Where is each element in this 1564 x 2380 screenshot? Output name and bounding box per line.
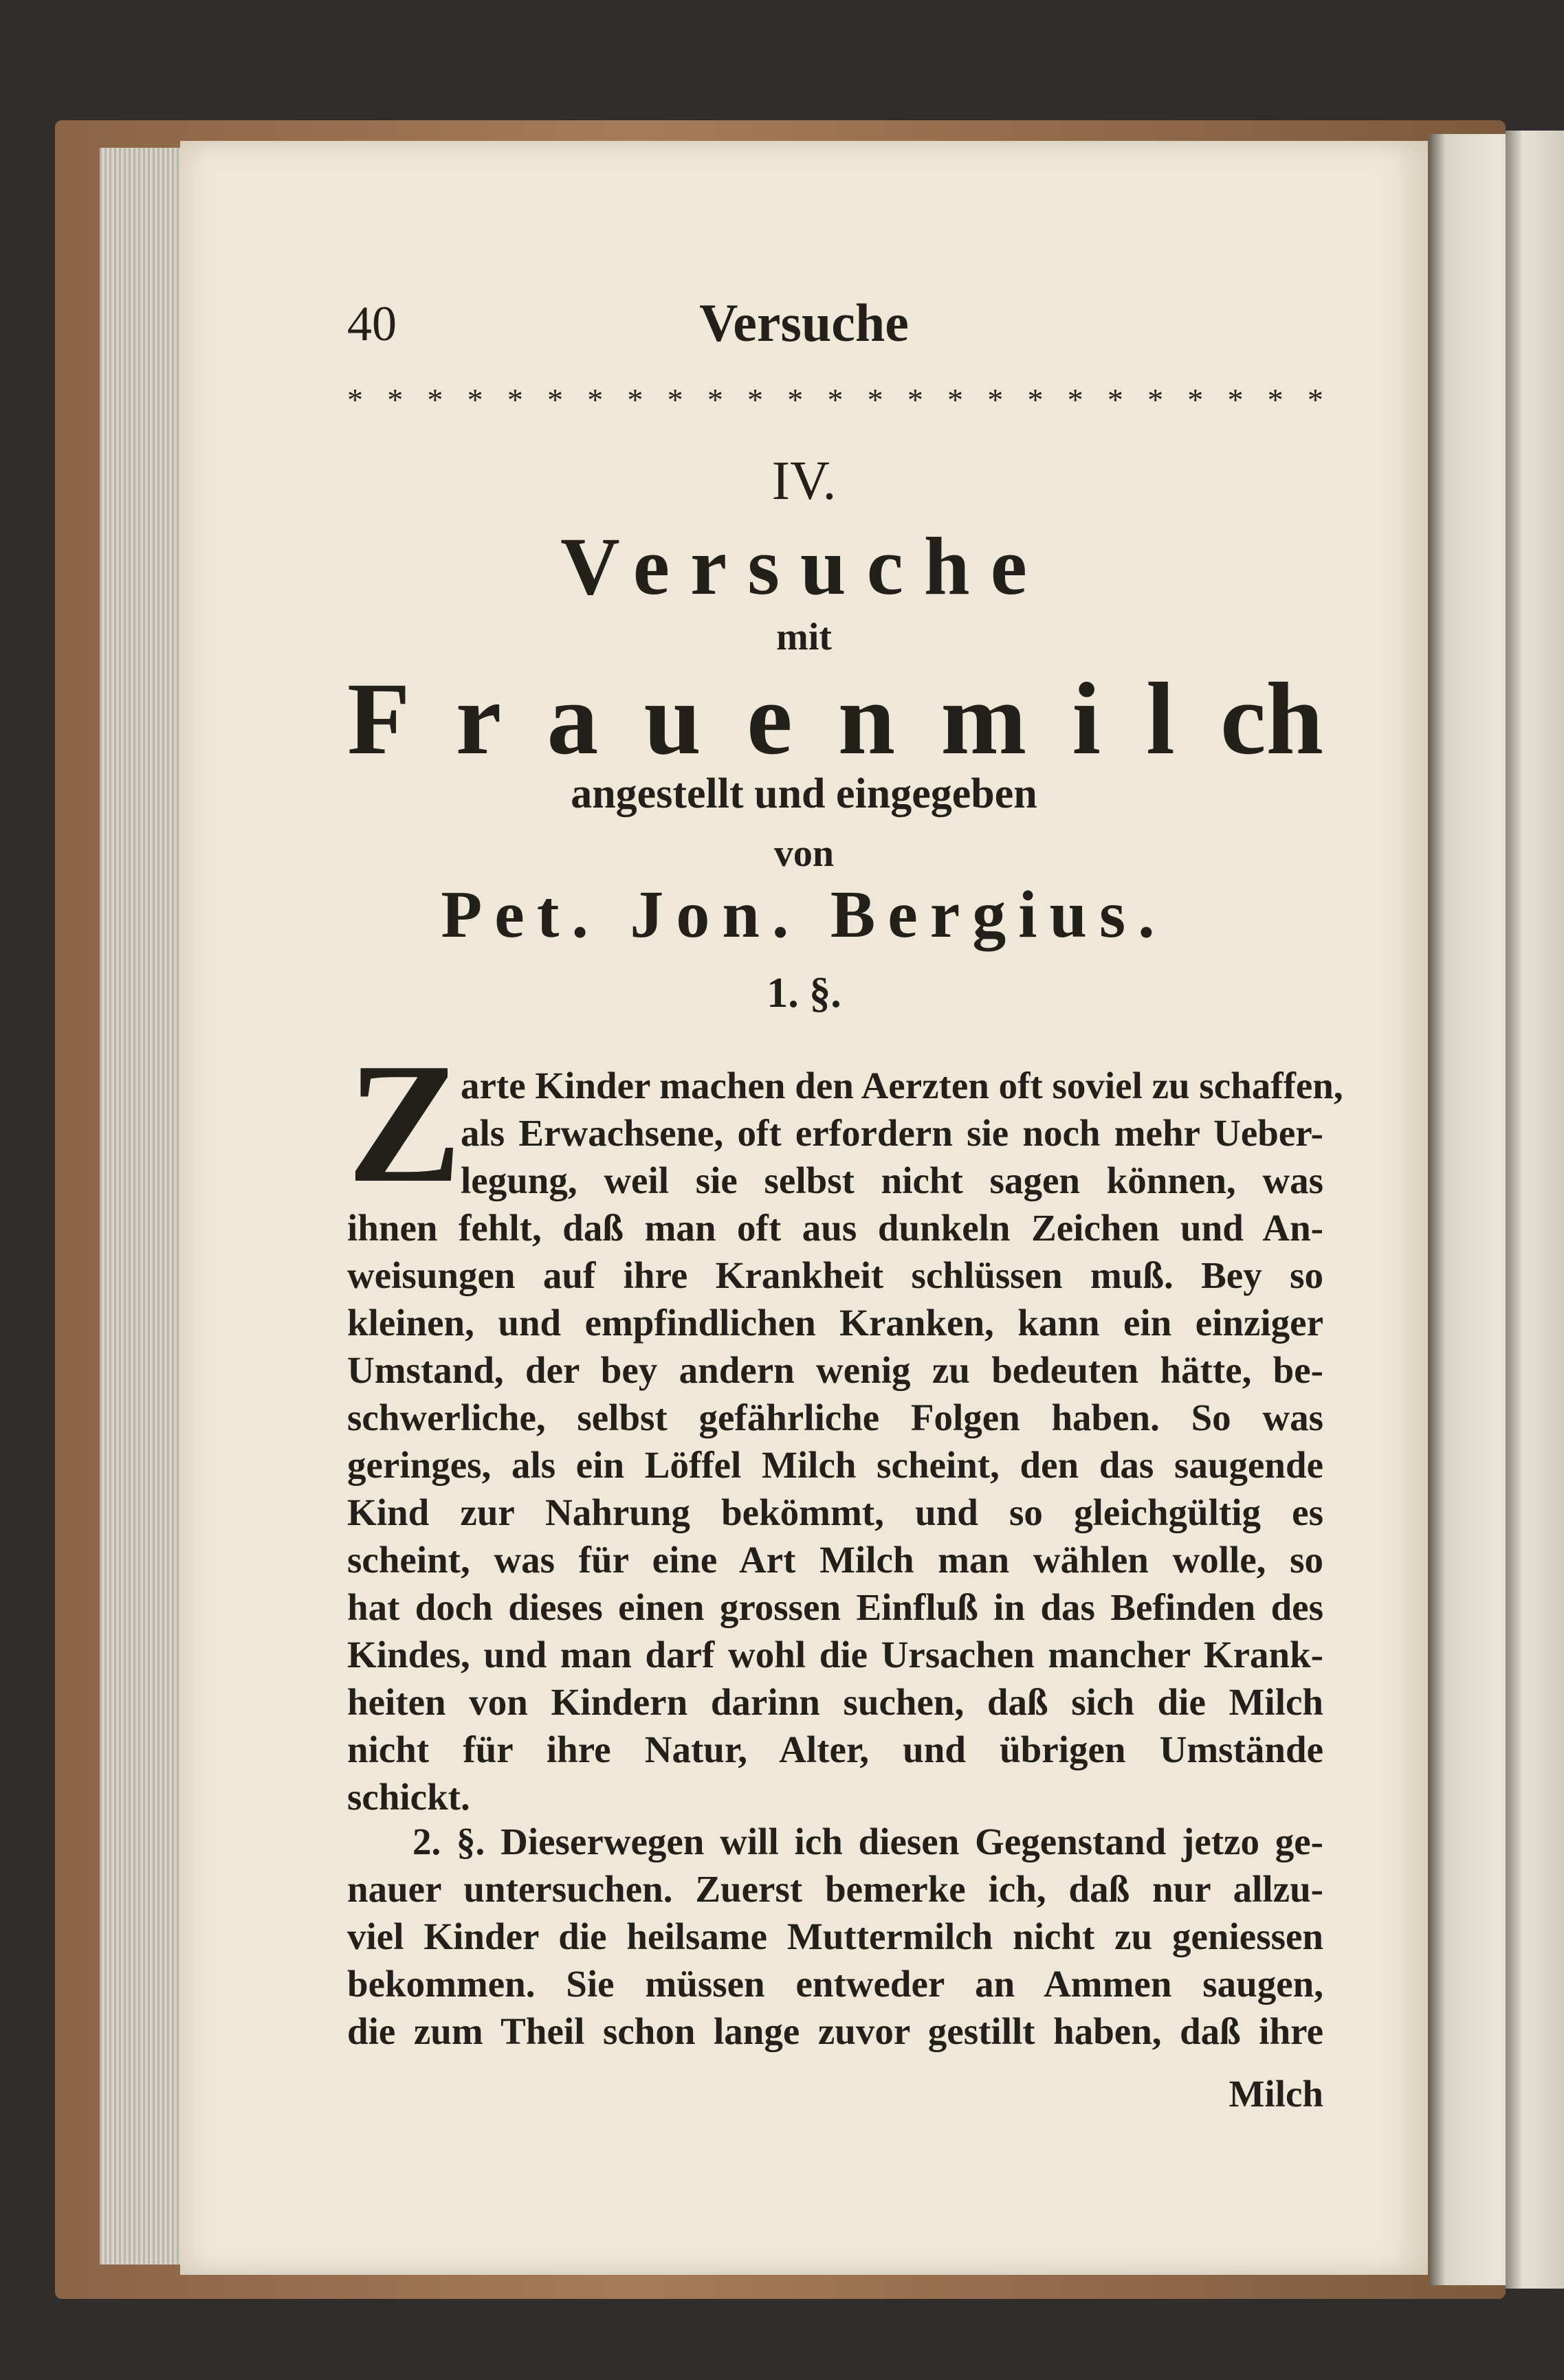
ornament-star: * xyxy=(587,382,604,417)
ornament-star: * xyxy=(347,382,363,417)
title-letter: e xyxy=(747,662,793,776)
text-line: weisungen auf ihre Krankheit schlüssen muß. Bey so xyxy=(347,1254,1323,1296)
ornament-star: * xyxy=(1227,382,1244,417)
text-line: nauer untersuchen. Zuerst bemerke ich, daß nur allzu- xyxy=(347,1868,1323,1910)
ornament-star: * xyxy=(747,382,764,417)
text-line: geringes, als ein Löffel Milch scheint, den das saugende xyxy=(347,1444,1323,1486)
catchword: Milch xyxy=(1229,2073,1323,2115)
paragraph-2 xyxy=(347,1818,1323,2055)
text-line: kleinen, und empfindlichen Kranken, kann ein einziger xyxy=(347,1302,1323,1344)
ornament-star: * xyxy=(507,382,523,417)
title-letter: i xyxy=(1072,662,1101,776)
ornament-star: * xyxy=(1027,382,1044,417)
text-line: schwerliche, selbst gefährliche Folgen haben. So was xyxy=(347,1397,1323,1438)
ornament-star: * xyxy=(387,382,404,417)
title-letter: ch xyxy=(1220,662,1323,776)
ornament-star: * xyxy=(787,382,804,417)
text-line: nicht für ihre Natur, Alter, und übrigen Umstände xyxy=(347,1728,1323,1770)
title-letter: u xyxy=(643,662,701,776)
text-line: scheint, was für eine Art Milch man wählen wolle, so xyxy=(347,1539,1323,1581)
von-label: von xyxy=(773,832,835,875)
text-line: bekommen. Sie müssen entweder an Ammen saugen, xyxy=(347,1963,1323,2005)
ornament-star: * xyxy=(427,382,443,417)
text-line: die zum Theil schon lange zuvor gestillt haben, daß ihre xyxy=(347,2010,1323,2052)
text-line: als Erwachsene, oft erfordern sie noch mehr Ueber- xyxy=(461,1112,1323,1154)
ornament-star: * xyxy=(547,382,564,417)
text-line: hat doch dieses einen grossen Einfluß in das Befinden des xyxy=(347,1586,1323,1628)
ornament-row xyxy=(347,381,1323,418)
text-line: legung, weil sie selbst nicht sagen können, was xyxy=(461,1159,1323,1201)
facing-page-edge-outer xyxy=(1506,131,1564,2289)
text-line: ihnen fehlt, daß man oft aus dunkeln Zeichen und An- xyxy=(347,1207,1323,1249)
ornament-star: * xyxy=(1267,382,1284,417)
text-line: Kind zur Nahrung bekömmt, und so gleichgültig es xyxy=(347,1491,1323,1533)
ornament-star: * xyxy=(867,382,883,417)
title-letter: F xyxy=(347,662,410,776)
ornament-star: * xyxy=(627,382,643,417)
ornament-star: * xyxy=(467,382,483,417)
page-edges xyxy=(100,148,186,2265)
title-line-1: Versuche xyxy=(560,520,1048,612)
text-line: heiten von Kindern darinn suchen, daß sich die Milch xyxy=(347,1681,1323,1723)
ornament-star: * xyxy=(947,382,964,417)
ornament-star: * xyxy=(907,382,923,417)
text-line: 2. §. Dieserwegen will ich diesen Gegenstand jetzo ge- xyxy=(412,1821,1323,1862)
ornament-star: * xyxy=(1187,382,1204,417)
text-line: schickt. xyxy=(347,1776,470,1818)
title-mit: mit xyxy=(776,616,832,658)
ornament-star: * xyxy=(1147,382,1164,417)
text-line: viel Kinder die heilsame Muttermilch nicht zu geniessen xyxy=(347,1915,1323,1957)
chapter-number: IV. xyxy=(771,451,837,511)
ornament-star: * xyxy=(667,382,683,417)
drop-cap: Z xyxy=(347,1028,462,1219)
running-head: Versuche xyxy=(699,293,909,353)
section-1-heading: 1. §. xyxy=(767,970,841,1016)
title-letter: l xyxy=(1146,662,1175,776)
ornament-star: * xyxy=(707,382,723,417)
text-line: Kindes, und man darf wohl die Ursachen mancher Krank- xyxy=(347,1634,1323,1676)
title-letter: m xyxy=(940,662,1027,776)
title-letter: r xyxy=(455,662,502,776)
page-number: 40 xyxy=(347,296,397,351)
title-letter: a xyxy=(547,662,599,776)
paragraph-1 xyxy=(347,1062,1343,1821)
text-line: arte Kinder machen den Aerzten oft soviel zu schaffen, xyxy=(461,1065,1343,1106)
subtitle: angestellt und eingegeben xyxy=(571,770,1037,817)
title-letter: n xyxy=(837,662,896,776)
author: Pet. Jon. Bergius. xyxy=(441,878,1167,952)
text-line: Umstand, der bey andern wenig zu bedeuten hätte, be- xyxy=(347,1349,1323,1391)
ornament-star: * xyxy=(1107,382,1123,417)
ornament-star: * xyxy=(827,382,844,417)
title-line-2 xyxy=(347,660,1323,778)
ornament-star: * xyxy=(1307,382,1323,417)
ornament-star: * xyxy=(987,382,1004,417)
ornament-star: * xyxy=(1067,382,1083,417)
